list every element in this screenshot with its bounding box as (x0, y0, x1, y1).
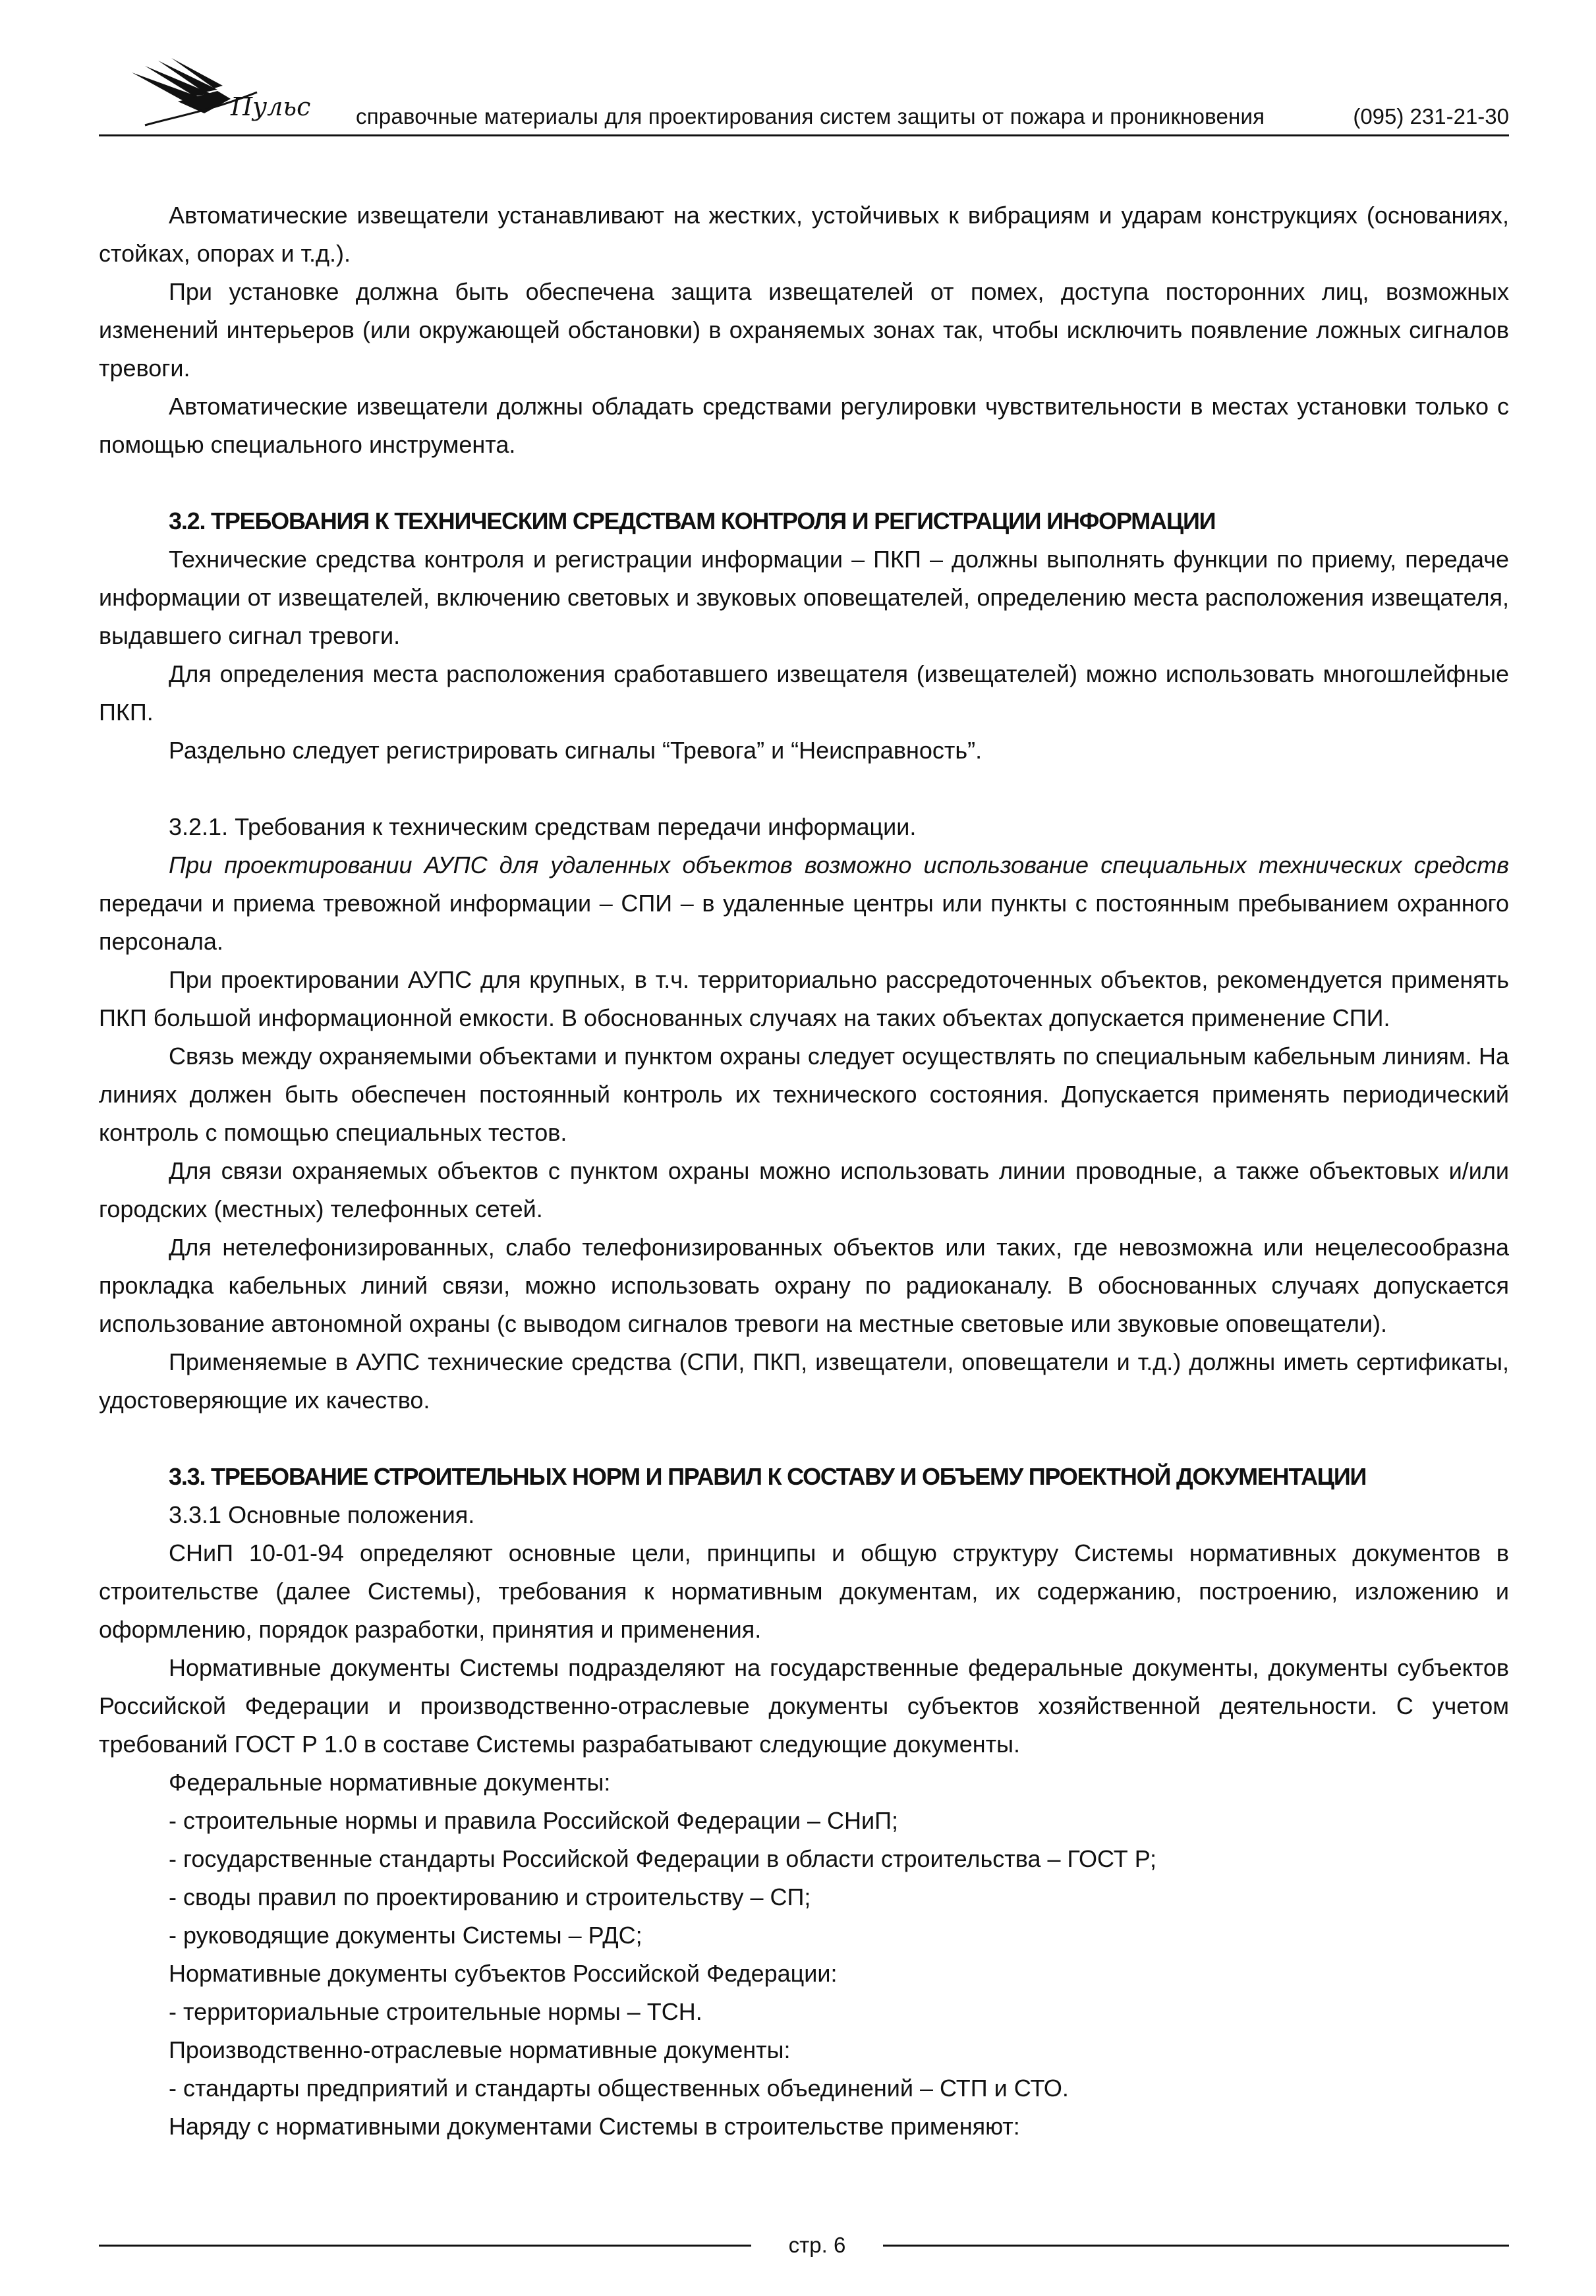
footer-rule-right (883, 2245, 1509, 2247)
italic-text: При проектировании АУПС для удаленных объектов возможно использование специальных технических средств (169, 851, 1509, 878)
paragraph-text: передачи и приема тревожной информации – СПИ – в удаленные центры или пункты с постоянным пребыванием охранного персонала. (99, 890, 1509, 955)
subsection-heading-3-3-1: 3.3.1 Основные положения. (169, 1501, 475, 1528)
section-heading-3-3: 3.3. ТРЕБОВАНИЕ СТРОИТЕЛЬНЫХ НОРМ И ПРАВИЛ К СОСТАВУ И ОБЪЕМУ ПРОЕКТНОЙ ДОКУМЕНТАЦИИ (169, 1463, 1367, 1490)
footer-rule-left (99, 2245, 751, 2247)
pulse-logo-icon (105, 53, 329, 138)
page-content (99, 196, 1509, 2146)
paragraph: Для связи охраняемых объектов с пунктом охраны можно использовать линии проводные, а также объектовых и/или городских (местных) телефонных сетей. (99, 1157, 1509, 1222)
paragraph: Применяемые в АУПС технические средства (СПИ, ПКП, извещатели, оповещатели и т.д.) должны иметь сертификаты, удостоверяющие их качество. (99, 1348, 1509, 1414)
paragraph: Технические средства контроля и регистрации информации – ПКП – должны выполнять функции по приему, передаче информации от извещателей, включению световых и звуковых оповещателей, определению места расположения извещателя, выдавшего сигнал тревоги. (99, 546, 1509, 649)
paragraph: СНиП 10-01-94 определяют основные цели, принципы и общую структуру Системы нормативных документов в строительстве (далее Системы), требования к нормативным документам, их содержанию, построению, изложению и оформлению, порядок разработки, принятия и применения. (99, 1539, 1509, 1643)
paragraph: Автоматические извещатели устанавливают на жестких, устойчивых к вибрациям и ударам конструкциях (основаниях, стойках, опорах и т.д.). (99, 202, 1509, 267)
header-rule (99, 134, 1509, 136)
page-footer (99, 2229, 1509, 2262)
list-item: - стандарты предприятий и стандарты общественных объединений – СТП и СТО. (169, 2075, 1069, 2102)
paragraph: Автоматические извещатели должны обладать средствами регулировки чувствительности в местах установки только с помощью специального инструмента. (99, 393, 1509, 458)
paragraph: При установке должна быть обеспечена защита извещателей от помех, доступа посторонних лиц, возможных изменений интерьеров (или окружающей обстановки) в охраняемых зонах так, чтобы исключить появление ложных сигналов тревоги. (99, 278, 1509, 382)
logo-text: Пульс (231, 92, 311, 121)
paragraph: Для определения места расположения сработавшего извещателя (извещателей) можно использовать многошлейфные ПКП. (99, 660, 1509, 726)
section-heading-3-2: 3.2. ТРЕБОВАНИЯ К ТЕХНИЧЕСКИМ СРЕДСТВАМ КОНТРОЛЯ И РЕГИСТРАЦИИ ИНФОРМАЦИИ (169, 507, 1216, 534)
list-item: - территориальные строительные нормы – ТСН. (169, 1998, 702, 2025)
paragraph: Связь между охраняемыми объектами и пунктом охраны следует осуществлять по специальным кабельным линиям. На линиях должен быть обеспечен постоянный контроль их технического состояния. Допускается применять периодический контроль с помощью специальных тестов. (99, 1043, 1509, 1146)
list-item: - строительные нормы и правила Российской Федерации – СНиП; (169, 1807, 899, 1834)
list-item: Наряду с нормативными документами Системы в строительстве применяют: (169, 2113, 1020, 2140)
paragraph: Для нетелефонизированных, слабо телефонизированных объектов или таких, где невозможна или нецелесообразна прокладка кабельных линий связи, можно использовать охрану по радиоканалу. В обоснованных случаях допускается использование автономной охраны (с выводом сигналов тревоги на местные световые или звуковые оповещатели). (99, 1234, 1509, 1337)
paragraph: При проектировании АУПС для крупных, в т.ч. территориально рассредоточенных объектов, рекомендуется применять ПКП большой информационной емкости. В обоснованных случаях на таких объектах допускается применение СПИ. (99, 966, 1509, 1031)
list-item: Нормативные документы субъектов Российской Федерации: (169, 1960, 838, 1987)
page-header (99, 53, 1509, 138)
list-item: Производственно-отраслевые нормативные документы: (169, 2036, 791, 2063)
list-item: - руководящие документы Системы – РДС; (169, 1922, 642, 1949)
list-item: Федеральные нормативные документы: (169, 1769, 611, 1796)
paragraph: Нормативные документы Системы подразделяют на государственные федеральные документы, документы субъектов Российской Федерации и производственно-отраслевые документы субъектов хозяйственной деятельности. С учетом требований ГОСТ Р 1.0 в составе Системы разрабатывают следующие документы. (99, 1654, 1509, 1758)
list-item: - своды правил по проектированию и строительству – СП; (169, 1883, 811, 1910)
header-title: справочные материалы для проектирования систем защиты от пожара и проникновения (356, 104, 1265, 129)
paragraph (99, 846, 1509, 961)
list-item: - государственные стандарты Российской Федерации в области строительства – ГОСТ Р; (169, 1845, 1157, 1872)
paragraph: Раздельно следует регистрировать сигналы “Тревога” и “Неисправность”. (169, 737, 983, 764)
subsection-heading-3-2-1: 3.2.1. Требования к техническим средствам передачи информации. (169, 813, 917, 840)
page-number: стр. 6 (788, 2233, 846, 2257)
header-phone: (095) 231-21-30 (1353, 104, 1509, 129)
